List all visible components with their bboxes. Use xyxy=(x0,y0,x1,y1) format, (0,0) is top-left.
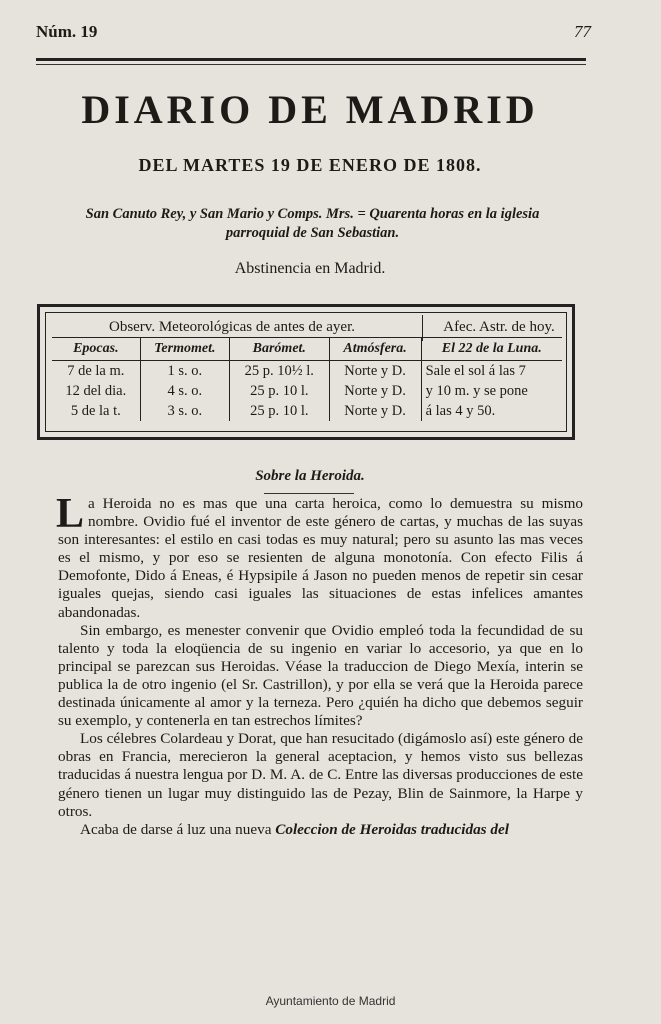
issue-number: Núm. 19 xyxy=(36,22,98,41)
cell-thermo: 4 s. o. xyxy=(140,381,229,401)
cell-moon: á las 4 y 50. xyxy=(425,402,496,419)
archive-credit: Ayuntamiento de Madrid xyxy=(265,994,396,1008)
paragraph: Sin embargo, es menester convenir que Ovidio empleó toda la fecundidad de su talento y toda la eloqüencia de su ingenio en variar lo accesorio, ya que en lo principal se parezcan sus Heroidas. Véase la traduccion de Diego Mexía, interin se publica la de otro ingenio (el Sr. Castrillon), y por ella se verá que la Heroida parece destinada únicamente al amor y la terneza. Pero ¿quién ha dicho que debemos seguir su exemplo, y contenerla en tan estrechos límites? xyxy=(58,621,583,730)
cell-baro: 25 p. 10 l. xyxy=(230,401,330,421)
cell-epoch: 7 de la m. xyxy=(52,361,140,382)
col-atmosphere: Atmósfera. xyxy=(329,338,421,361)
col-barometer: Barómet. xyxy=(230,338,330,361)
paragraph-text: Acaba de darse á luz una nueva xyxy=(80,820,272,838)
masthead-title: DIARIO DE MADRID xyxy=(81,87,539,132)
paragraph-text: a Heroida no es mas que una carta heroica, como lo demuestra su mismo nombre. Ovidio fué el inventor de este género de cartas, y muchas de las suyas son interesantes: el estilo en casi todas es muy natural; pero su asunto las mas veces es el mismo, y por eso se resienten de alguna monotonía. Con efecto Filis á Demofonte, Dido á Eneas, é Hypsipile á Jason no pueden menos de repetir sin cesar iguales quejas, siendo casi iguales las situaciones de estas infelices amantes abandonadas. xyxy=(58,495,583,621)
saints-of-the-day: San Canuto Rey, y San Mario y Comps. Mrs. = Quarenta horas en la iglesia parroquial de San Sebastian. xyxy=(85,206,540,241)
page-header xyxy=(36,22,591,44)
article-body xyxy=(56,491,583,839)
article-title-rule xyxy=(264,493,354,494)
cell-epoch: 5 de la t. xyxy=(52,401,140,421)
cell-thermo: 1 s. o. xyxy=(140,361,229,382)
header-rule-thin xyxy=(36,64,586,65)
collection-title: Coleccion de Heroidas traducidas del xyxy=(275,820,509,838)
table-row xyxy=(52,361,562,382)
cell-atmos: Norte y D. xyxy=(329,381,421,401)
cell-baro: 25 p. 10½ l. xyxy=(230,361,330,382)
cell-moon: y 10 m. y se pone xyxy=(425,382,528,399)
paragraph: Los célebres Colardeau y Dorat, que han resucitado (digámoslo así) este género de obras en Francia, merecieron la general aceptacion, y hemos visto sus bellezas traducidas á nuestra lengua por D. M. A. de C. Entre las diversas producciones de este género tienen un lugar muy distinguido las de Pezay, Blin de Sainmore, la Harpe y otros. xyxy=(58,730,583,820)
observations-header-row xyxy=(52,338,562,361)
article-title: Sobre la Heroida. xyxy=(255,468,365,484)
weather-observations-box xyxy=(37,304,575,440)
page-number: 77 xyxy=(574,22,591,41)
cell-thermo: 3 s. o. xyxy=(140,401,229,421)
drop-cap: L xyxy=(56,491,85,537)
table-row xyxy=(52,401,562,421)
issue-date: DEL MARTES 19 DE ENERO DE 1808. xyxy=(138,155,482,175)
abstinence-notice: Abstinencia en Madrid. xyxy=(234,260,386,277)
cell-epoch: 12 del dia. xyxy=(52,381,140,401)
paragraph xyxy=(58,821,583,839)
table-row xyxy=(52,381,562,401)
col-epochs: Epocas. xyxy=(52,338,140,361)
cell-baro: 25 p. 10 l. xyxy=(230,381,330,401)
cell-atmos: Norte y D. xyxy=(329,361,421,382)
observations-title: Observ. Meteorológicas de antes de ayer. xyxy=(108,319,356,335)
observations-table xyxy=(52,337,562,421)
astronomy-title: Afec. Astr. de hoy. xyxy=(443,319,555,335)
header-rule xyxy=(36,58,586,61)
cell-moon: Sale el sol á las 7 xyxy=(425,362,526,379)
col-thermometer: Termomet. xyxy=(140,338,229,361)
cell-atmos: Norte y D. xyxy=(329,401,421,421)
paragraph xyxy=(56,491,583,622)
col-moon: El 22 de la Luna. xyxy=(421,338,562,361)
